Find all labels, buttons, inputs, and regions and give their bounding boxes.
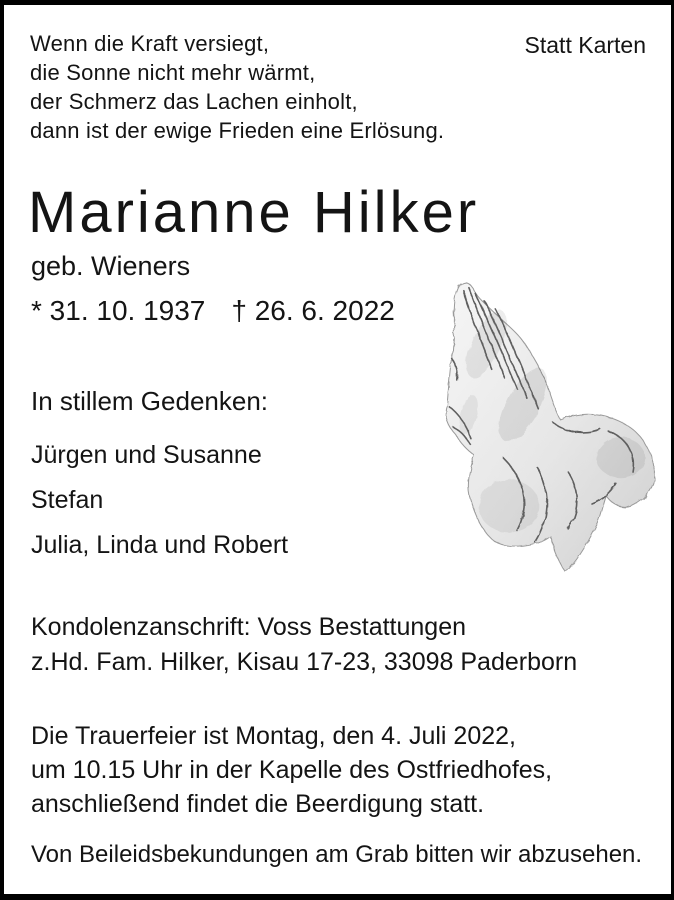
funeral-details [31, 719, 552, 821]
funeral-line: Die Trauerfeier ist Montag, den 4. Juli 2022, [31, 722, 516, 750]
mourners-list [31, 443, 288, 578]
mourner-line: Julia, Linda und Robert [31, 531, 289, 559]
poem-line: der Schmerz das Lachen einholt, [30, 89, 358, 114]
life-dates [31, 295, 395, 327]
deceased-name: Marianne Hilker [28, 180, 480, 245]
maiden-name: geb. Wieners [31, 251, 191, 281]
condolence-line: Kondolenzanschrift: Voss Bestattungen [31, 613, 467, 641]
praying-hands-icon [438, 273, 666, 577]
poem-line: dann ist der ewige Frieden eine Erlösung. [30, 118, 445, 143]
mourner-line: Stefan [31, 486, 104, 514]
condolence-line: z.Hd. Fam. Hilker, Kisau 17-23, 33098 Paderborn [31, 648, 578, 676]
poem-line: die Sonne nicht mehr wärmt, [30, 60, 316, 85]
poem-verse [30, 29, 444, 145]
mourner-line: Jürgen und Susanne [31, 441, 262, 469]
poem-line: Wenn die Kraft versiegt, [30, 31, 270, 56]
funeral-line: um 10.15 Uhr in der Kapelle des Ostfriedhofes, [31, 756, 553, 784]
in-memoriam-label: In stillem Gedenken: [31, 386, 269, 416]
funeral-line: anschließend findet die Beerdigung statt. [31, 790, 485, 818]
birth-date: * 31. 10. 1937 [31, 295, 206, 326]
statt-karten-note: Statt Karten [524, 32, 646, 58]
closing-note: Von Beileidsbekundungen am Grab bitten wir abzusehen. [31, 841, 643, 868]
condolence-address [31, 610, 577, 680]
death-date: † 26. 6. 2022 [231, 295, 395, 326]
